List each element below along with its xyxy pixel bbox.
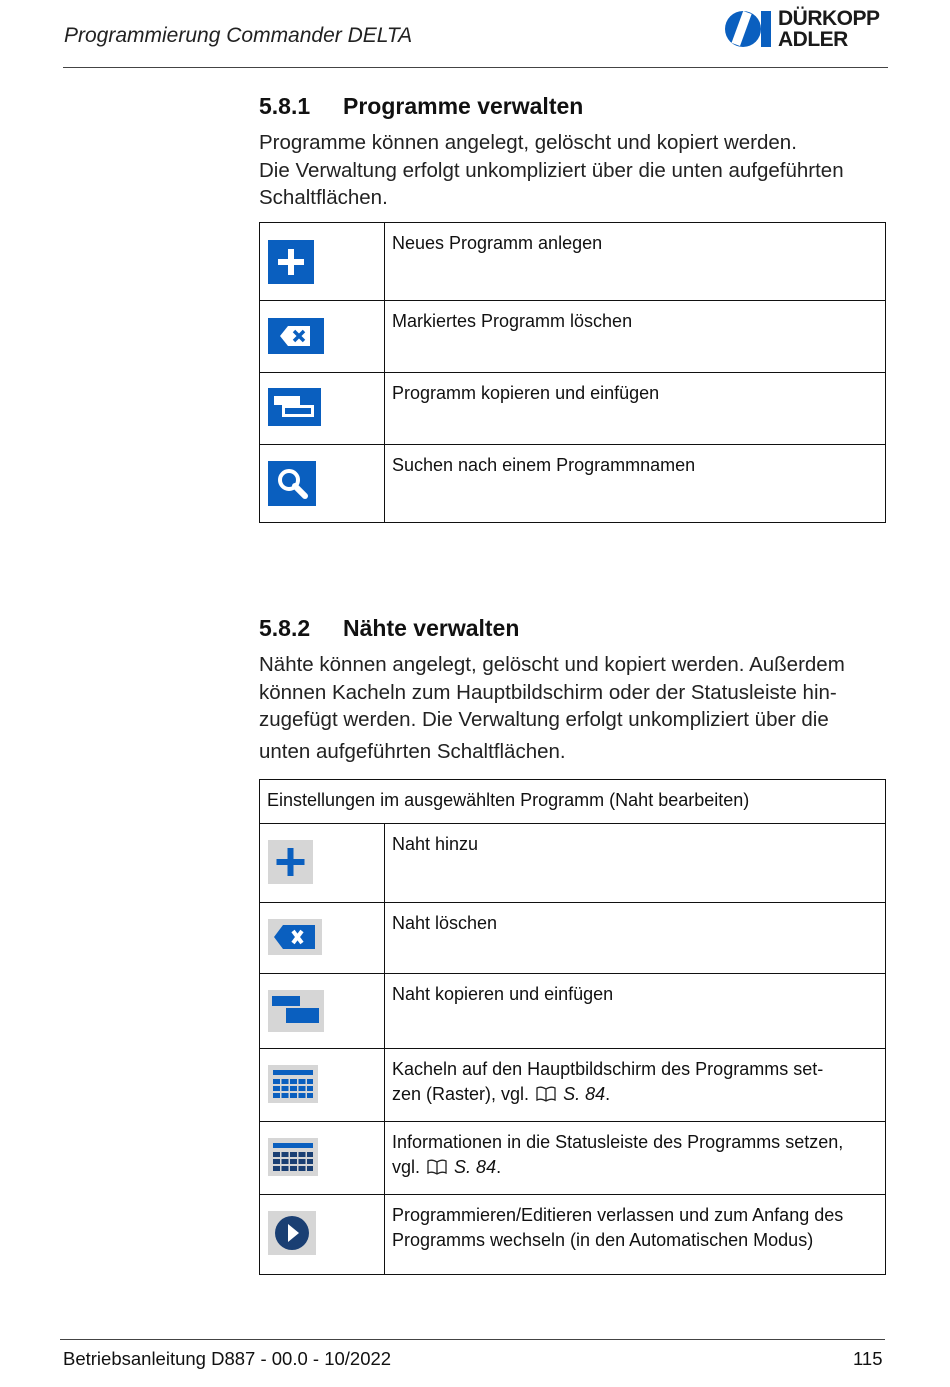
row-description: Naht löschen [385,903,886,974]
programs-button-table [259,222,886,523]
table-row [260,373,886,445]
row-line: Informationen in die Statusleiste des Programms setzen, [392,1132,844,1152]
icon-cell [260,223,385,301]
row-line: Kacheln auf den Hauptbildschirm des Programms set- [392,1059,824,1079]
table-row [260,445,886,523]
footer-rule [60,1339,885,1340]
row-description: Neues Programm anlegen [385,223,886,301]
section2-paragraph [259,651,899,765]
table-header: Einstellungen im ausgewählten Programm (Naht bearbeiten) [260,780,886,824]
section-title: Programme verwalten [343,93,584,119]
plus-icon [268,240,314,284]
section1-paragraph [259,129,899,212]
icon-cell [260,824,385,903]
plus-icon [268,840,313,884]
row-description [385,1049,886,1122]
table-row [260,1049,886,1122]
para-line: Nähte können angelegt, gelöscht und kopiert werden. Außerdem [259,653,845,676]
icon-cell [260,974,385,1049]
row-description [385,1122,886,1195]
icon-cell [260,903,385,974]
delete-icon [268,919,322,955]
page-reference-link[interactable]: S. 84 [454,1157,497,1177]
table-row [260,301,886,373]
row-description: Suchen nach einem Programmnamen [385,445,886,523]
row-line: Programmieren/Editieren verlassen und zum Anfang des [392,1205,844,1225]
row-description: Programm kopieren und einfügen [385,373,886,445]
row-line: vgl. S. 84. [392,1157,502,1177]
row-description [385,1195,886,1275]
icon-cell [260,373,385,445]
icon-cell [260,1195,385,1275]
row-line: zen (Raster), vgl. S. 84. [392,1084,611,1104]
section-title: Nähte verwalten [343,615,520,641]
icon-cell [260,1049,385,1122]
row-line: Programms wechseln (in den Automatischen Modus) [392,1230,814,1250]
play-icon [268,1211,316,1255]
section-heading-5-8-1 [259,93,583,120]
table-row [260,974,886,1049]
footer-document-id: Betriebsanleitung D887 - 00.0 - 10/2022 [63,1348,392,1369]
logo-line2: ADLER [778,28,848,51]
para-line: zugefügt werden. Die Verwaltung erfolgt unkompliziert über die [259,708,829,731]
copy-paste-icon [268,388,321,426]
para-line: Programme können angelegt, gelöscht und kopiert werden. [259,131,797,154]
table-row [260,903,886,974]
icon-cell [260,301,385,373]
delete-icon [268,318,324,354]
row-line-text: vgl. [392,1157,421,1177]
table-row [260,1195,886,1275]
row-description: Markiertes Programm löschen [385,301,886,373]
table-row [260,223,886,301]
search-icon [268,461,316,506]
page-reference-link[interactable]: S. 84 [563,1084,606,1104]
row-line-text: zen (Raster), vgl. [392,1084,530,1104]
page-number: 115 [853,1348,883,1369]
para-line: unten aufgeführten Schaltflächen. [259,739,566,763]
para-line: Die Verwaltung erfolgt unkompliziert über die unten aufgeführten [259,158,844,182]
logo-line1: DÜRKOPP [778,7,880,30]
para-line: können Kacheln zum Hauptbildschirm oder der Statusleiste hin- [259,680,837,704]
section-number: 5.8.1 [259,93,311,119]
company-logo [723,8,893,52]
header-rule [63,67,888,68]
para-line: Schaltflächen. [259,186,388,209]
table-header-row [260,780,886,824]
icon-cell [260,445,385,523]
grid-icon [268,1065,318,1103]
status-bar-icon [268,1138,318,1176]
copy-paste-icon [268,990,324,1032]
book-icon [536,1086,556,1102]
icon-cell [260,1122,385,1195]
table-row [260,824,886,903]
header-title: Programmierung Commander DELTA [64,24,413,47]
section-number: 5.8.2 [259,615,311,641]
row-description: Naht hinzu [385,824,886,903]
section-heading-5-8-2 [259,615,519,642]
book-icon [427,1159,447,1175]
seams-button-table [259,779,886,1275]
row-description: Naht kopieren und einfügen [385,974,886,1049]
logo-mark-icon [723,8,773,50]
table-row [260,1122,886,1195]
